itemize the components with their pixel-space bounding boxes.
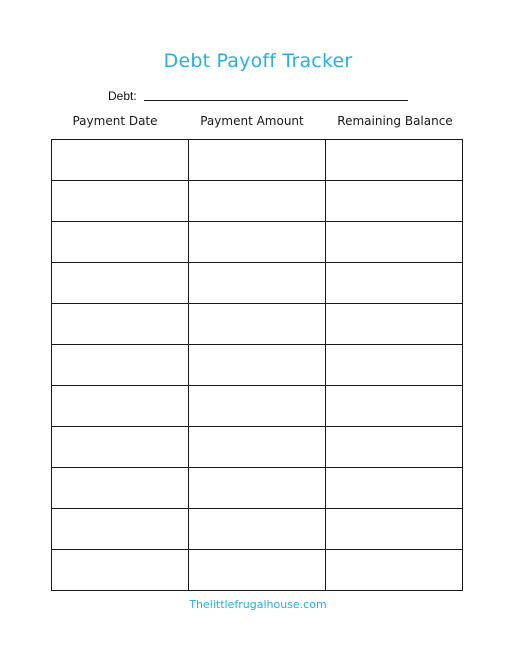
- table-cell: [326, 304, 463, 345]
- table-cell: [52, 550, 189, 591]
- table-cell: [52, 468, 189, 509]
- table-cell: [52, 427, 189, 468]
- table-cell: [189, 386, 326, 427]
- table-cell: [189, 222, 326, 263]
- debt-field-row: [108, 87, 137, 103]
- table-cell: [326, 222, 463, 263]
- table-cell: [52, 181, 189, 222]
- table-cell: [189, 304, 326, 345]
- table-row: [52, 140, 463, 181]
- table-cell: [189, 345, 326, 386]
- table-cell: [326, 345, 463, 386]
- table-row: [52, 509, 463, 550]
- footer-website: Thelittlefrugalhouse.com: [189, 598, 327, 611]
- table-row: [52, 304, 463, 345]
- table-cell: [189, 468, 326, 509]
- table-cell: [189, 140, 326, 181]
- table-cell: [52, 386, 189, 427]
- table-cell: [52, 263, 189, 304]
- table-cell: [52, 140, 189, 181]
- debt-fill-line: [144, 100, 408, 101]
- table-cell: [326, 427, 463, 468]
- column-header-remaining-balance: Remaining Balance: [337, 114, 453, 128]
- tracker-table-body: [52, 140, 463, 591]
- table-cell: [189, 550, 326, 591]
- table-row: [52, 222, 463, 263]
- table-cell: [189, 427, 326, 468]
- table-cell: [52, 304, 189, 345]
- table-row: [52, 468, 463, 509]
- table-row: [52, 386, 463, 427]
- debt-label: Debt:: [108, 89, 137, 103]
- table-row: [52, 550, 463, 591]
- column-header-payment-date: Payment Date: [72, 114, 158, 128]
- table-cell: [326, 509, 463, 550]
- table-cell: [189, 181, 326, 222]
- table-cell: [326, 181, 463, 222]
- table-cell: [52, 345, 189, 386]
- column-header-payment-amount: Payment Amount: [200, 114, 304, 128]
- table-cell: [189, 263, 326, 304]
- table-row: [52, 263, 463, 304]
- tracker-table: [51, 139, 463, 591]
- table-cell: [189, 509, 326, 550]
- table-cell: [326, 386, 463, 427]
- table-row: [52, 345, 463, 386]
- table-row: [52, 427, 463, 468]
- table-cell: [52, 509, 189, 550]
- table-row: [52, 181, 463, 222]
- table-cell: [326, 263, 463, 304]
- table-cell: [326, 550, 463, 591]
- page-title: Debt Payoff Tracker: [163, 50, 353, 72]
- table-cell: [52, 222, 189, 263]
- table-cell: [326, 468, 463, 509]
- table-cell: [326, 140, 463, 181]
